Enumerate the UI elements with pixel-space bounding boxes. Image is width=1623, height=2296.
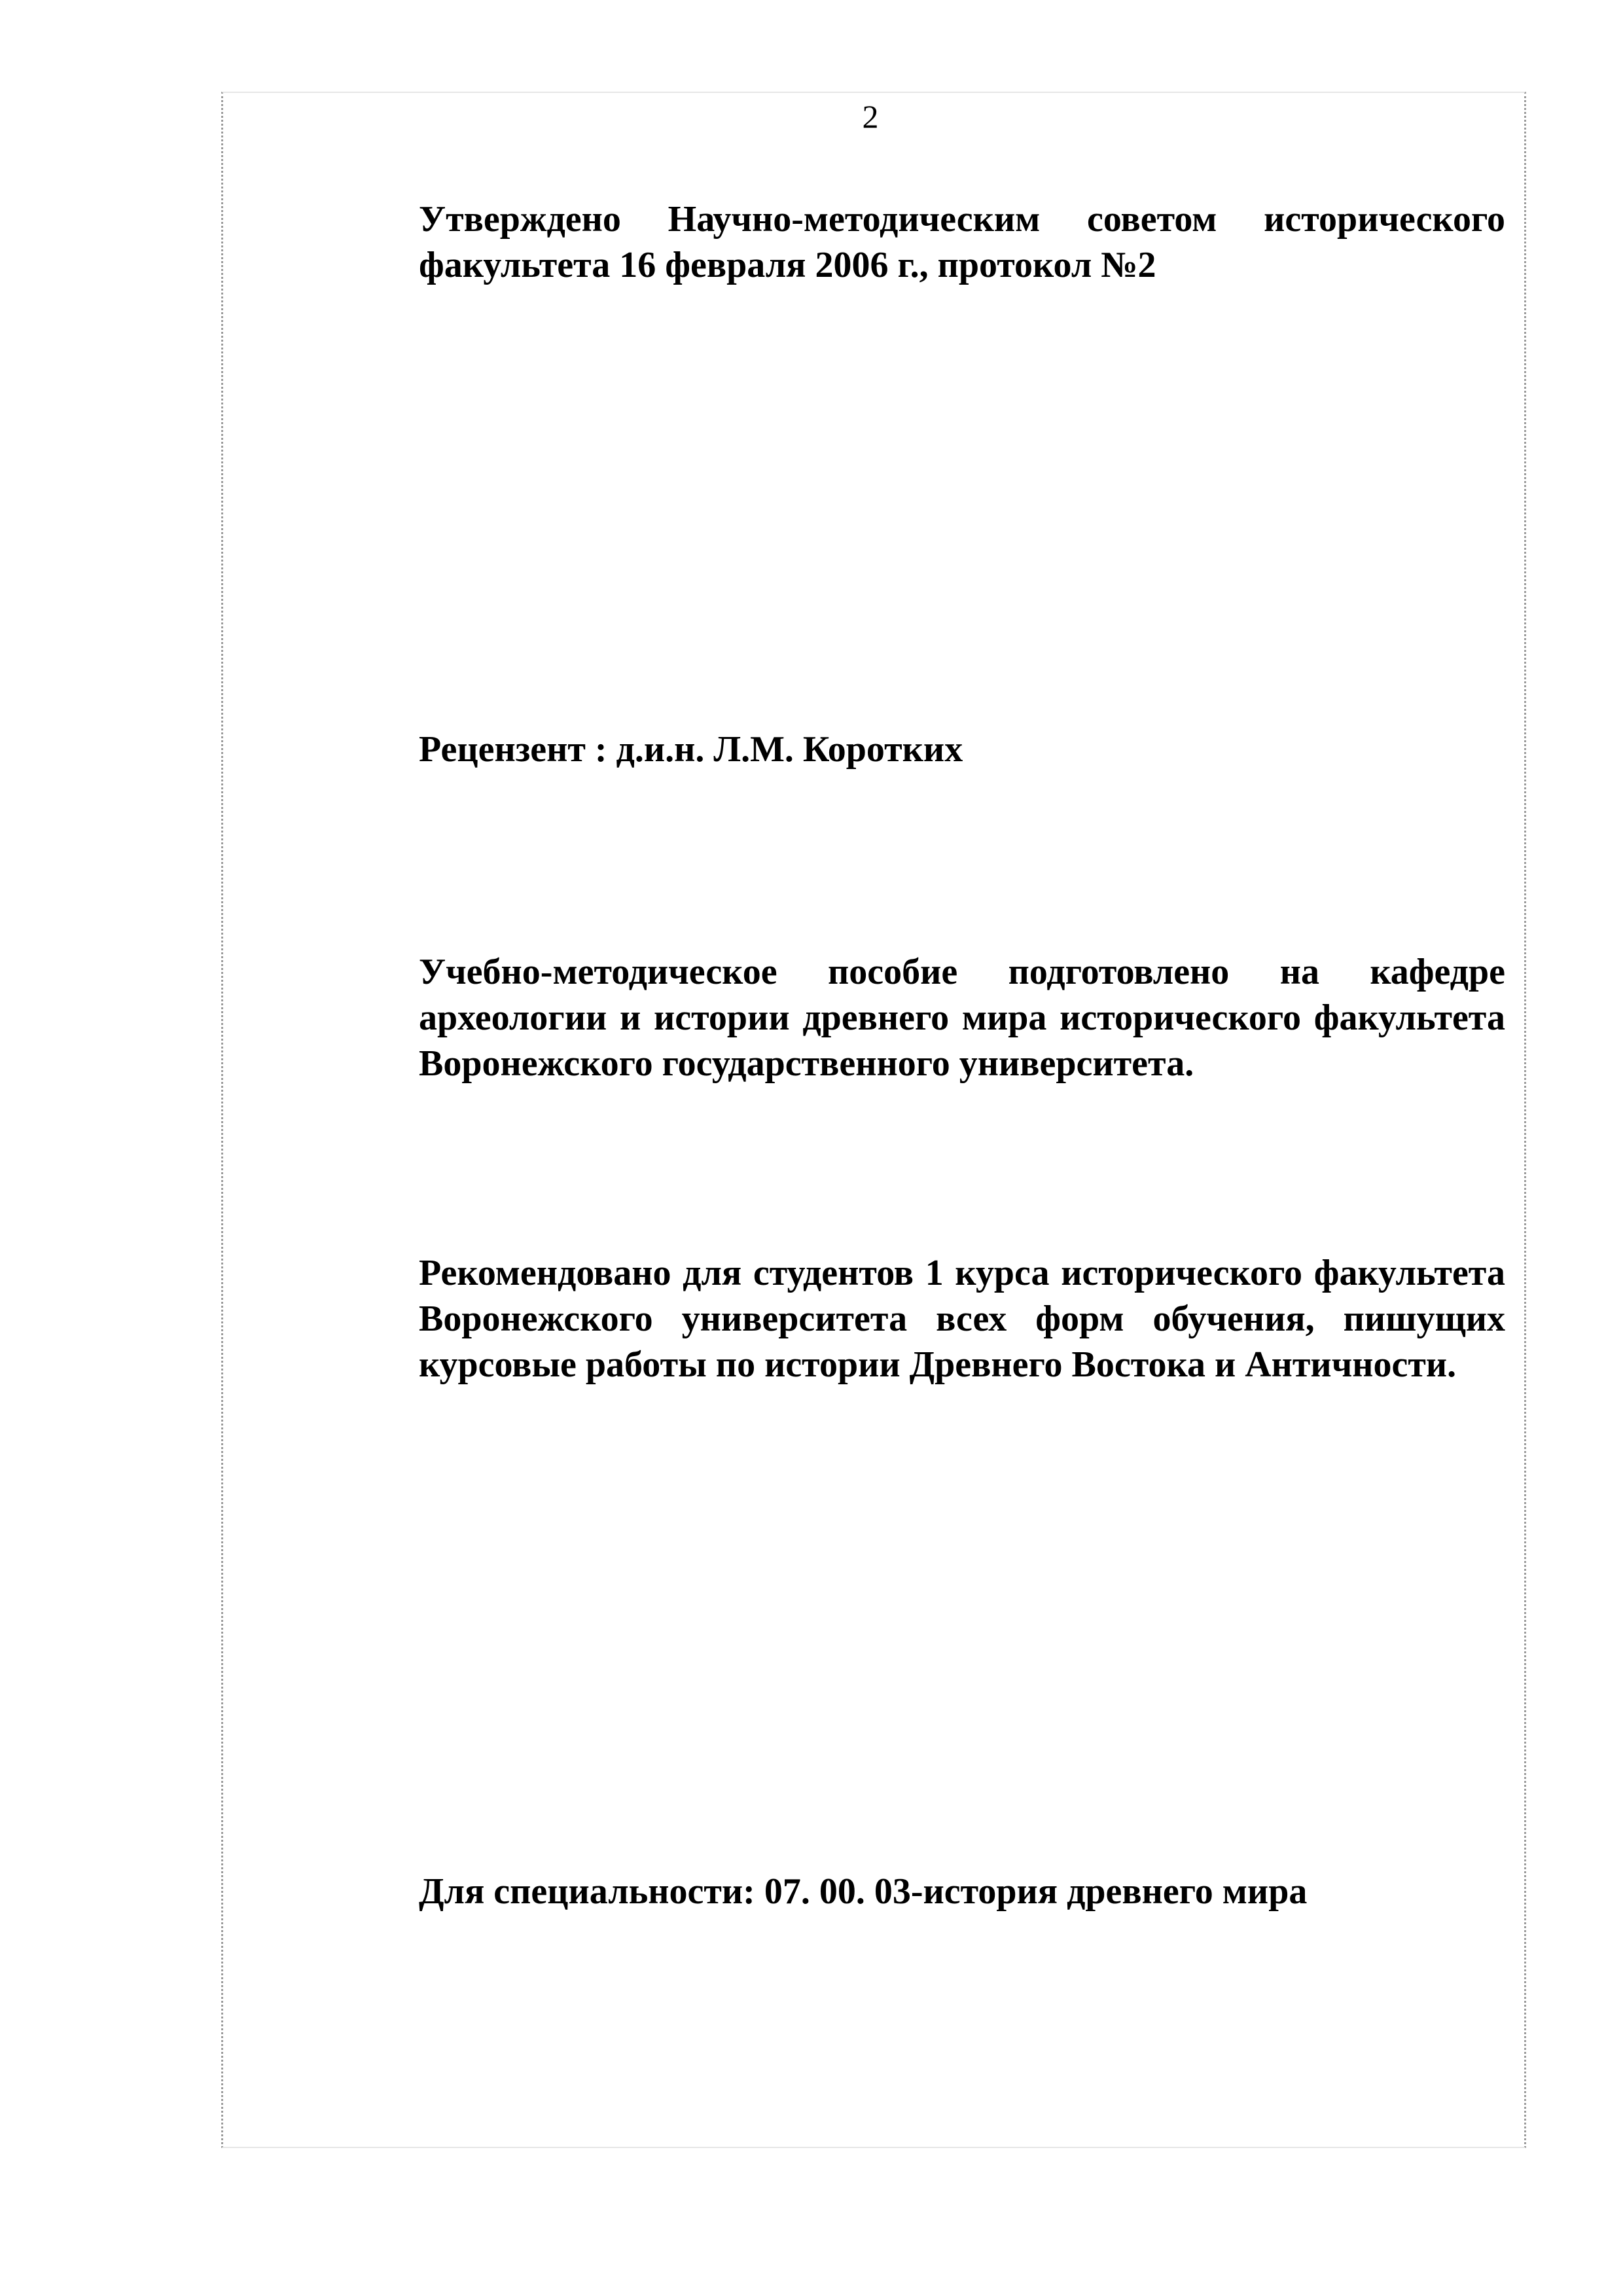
- reviewer-line: [419, 726, 1505, 772]
- reviewer-text: Рецензент : д.и.н. Л.М. Коротких: [419, 729, 963, 770]
- page-frame: [221, 92, 1526, 2148]
- page-number: 2: [862, 98, 879, 135]
- recommended-text: Рекомендовано для студентов 1 курса исторического факультета Воронежского университета всех форм обучения, пишущих курсовые работы по истории Древнего Востока и Античности.: [419, 1253, 1505, 1385]
- approval-text: Утверждено Научно-методическим советом исторического факультета 16 февраля 2006 г., протокол №2: [419, 199, 1505, 285]
- specialty-text: Для специальности: 07. 00. 03-история древнего мира: [419, 1871, 1308, 1912]
- approval-statement: [419, 196, 1505, 288]
- recommendation-statement: [419, 1250, 1505, 1388]
- prepared-text: Учебно-методическое пособие подготовлено на кафедре археологии и истории древнего мира исторического факультета Воронежского государственного университета.: [419, 952, 1505, 1084]
- specialty-line: [419, 1869, 1505, 1914]
- prepared-by-statement: [419, 949, 1505, 1086]
